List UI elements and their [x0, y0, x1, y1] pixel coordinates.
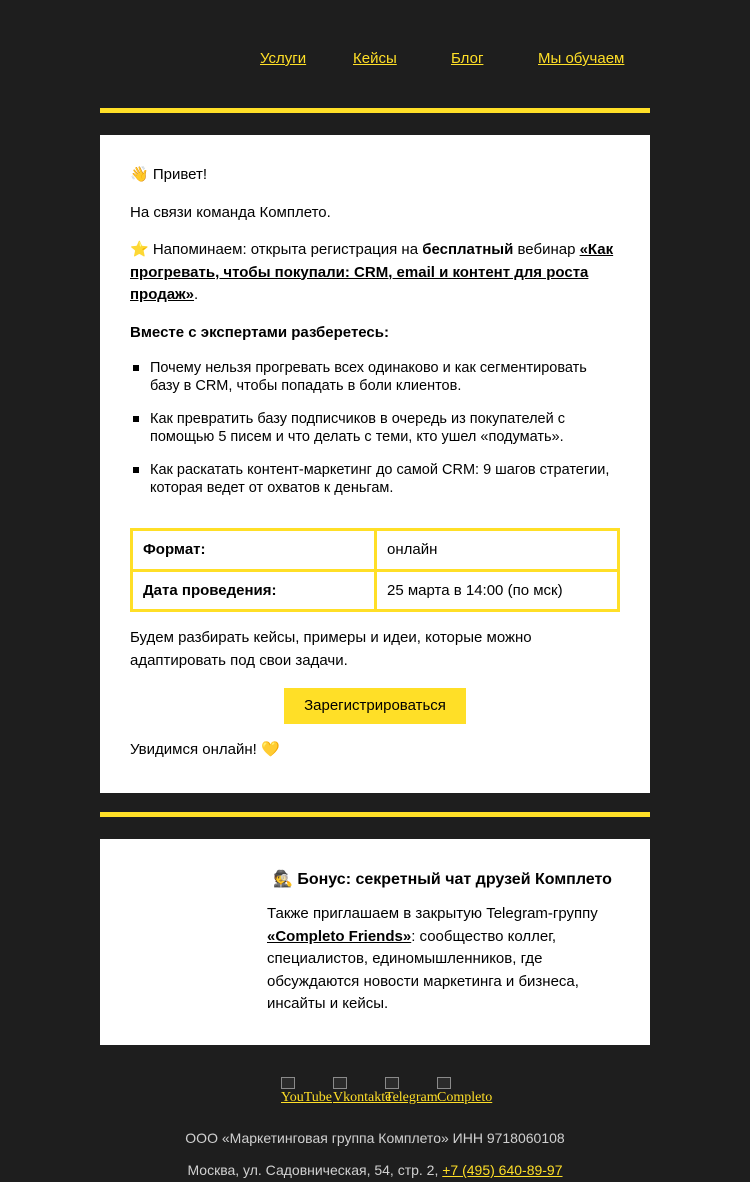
- footer-phone-link[interactable]: +7 (495) 640-89-97: [442, 1162, 563, 1178]
- nav-link-cases[interactable]: Кейсы: [353, 50, 397, 67]
- list-item: Почему нельзя прогревать всех одинаково и как сегментировать базу в CRM, чтобы попадать в боли клиентов.: [150, 359, 610, 395]
- telegram-alt-text: Telegram: [385, 1090, 438, 1105]
- telegram-icon[interactable]: [385, 1076, 438, 1110]
- youtube-icon[interactable]: [281, 1076, 332, 1110]
- details-table: [130, 528, 620, 612]
- date-value: 25 марта в 14:00 (по мск): [376, 570, 619, 611]
- broken-image-icon: [281, 1077, 295, 1089]
- youtube-alt-text: YouTube: [281, 1090, 332, 1105]
- experts-heading: Вместе с экспертами разберетесь:: [130, 324, 389, 341]
- greeting-text: 👋 Привет!: [130, 166, 208, 183]
- list-item: Как превратить базу подписчиков в очередь из покупателей с помощью 5 писем и что делать с теми, кто ушел «подумать».: [150, 410, 610, 446]
- bonus-card: [100, 839, 650, 1045]
- date-key: Дата проведения:: [132, 570, 376, 611]
- broken-image-icon: [385, 1077, 399, 1089]
- reminder-end: .: [194, 286, 199, 303]
- table-row: [132, 530, 619, 571]
- divider-bar-top: [100, 108, 650, 113]
- format-key: Формат:: [132, 530, 376, 571]
- reminder-mid: вебинар: [513, 241, 580, 258]
- bonus-title: 🕵️ Бонус: секретный чат друзей Комплето: [273, 871, 612, 888]
- reminder-text: [130, 239, 630, 307]
- table-row: [132, 570, 619, 611]
- broken-image-icon: [333, 1077, 347, 1089]
- top-nav: [0, 50, 750, 70]
- goodbye-text: Увидимся онлайн! 💛: [130, 741, 280, 758]
- footer-company: ООО «Маркетинговая группа Комплето» ИНН 9718060108: [185, 1130, 565, 1146]
- broken-image-icon: [437, 1077, 451, 1089]
- format-value: онлайн: [376, 530, 619, 571]
- nav-link-we-teach[interactable]: Мы обучаем: [538, 50, 625, 67]
- reminder-free: бесплатный: [422, 241, 514, 258]
- completo-icon[interactable]: [437, 1076, 493, 1110]
- nav-link-blog[interactable]: Блог: [451, 50, 484, 67]
- footer-address-text: Москва, ул. Садовническая, 54, стр. 2,: [187, 1162, 443, 1178]
- footer-address: [0, 1162, 750, 1178]
- telegram-group-link[interactable]: «Completo Friends»: [267, 927, 412, 945]
- register-button[interactable]: Зарегистрироваться: [284, 688, 466, 724]
- nav-link-services[interactable]: Услуги: [260, 50, 307, 67]
- reminder-prefix: ⭐ Напоминаем: открыта регистрация на: [130, 241, 423, 258]
- list-item: Как раскатать контент-маркетинг до самой CRM: 9 шагов стратегии, которая ведет от охватов к деньгам.: [150, 462, 610, 496]
- divider-bar-middle: [100, 812, 650, 817]
- social-links: [0, 1076, 750, 1110]
- completo-alt-text: Completo: [437, 1090, 493, 1105]
- webinar-link[interactable]: «Как прогревать, чтобы покупали: CRM, email и контент для роста продаж»: [130, 241, 614, 303]
- bonus-text-prefix: Также приглашаем в закрытую Telegram-группу: [267, 905, 598, 922]
- bonus-text-suffix: : сообщество коллег, специалистов, единомышленников, где обсуждаются новости маркетинга и бизнеса, инсайты и кейсы.: [267, 927, 579, 1012]
- intro-text: На связи команда Комплето.: [130, 204, 331, 221]
- vk-icon[interactable]: [333, 1076, 392, 1110]
- webinar-card: [100, 135, 650, 793]
- outro-text: Будем разбирать кейсы, примеры и идеи, которые можно адаптировать под свои задачи.: [130, 629, 532, 669]
- vk-alt-text: Vkontakte: [333, 1090, 392, 1105]
- bonus-text: [267, 903, 617, 1016]
